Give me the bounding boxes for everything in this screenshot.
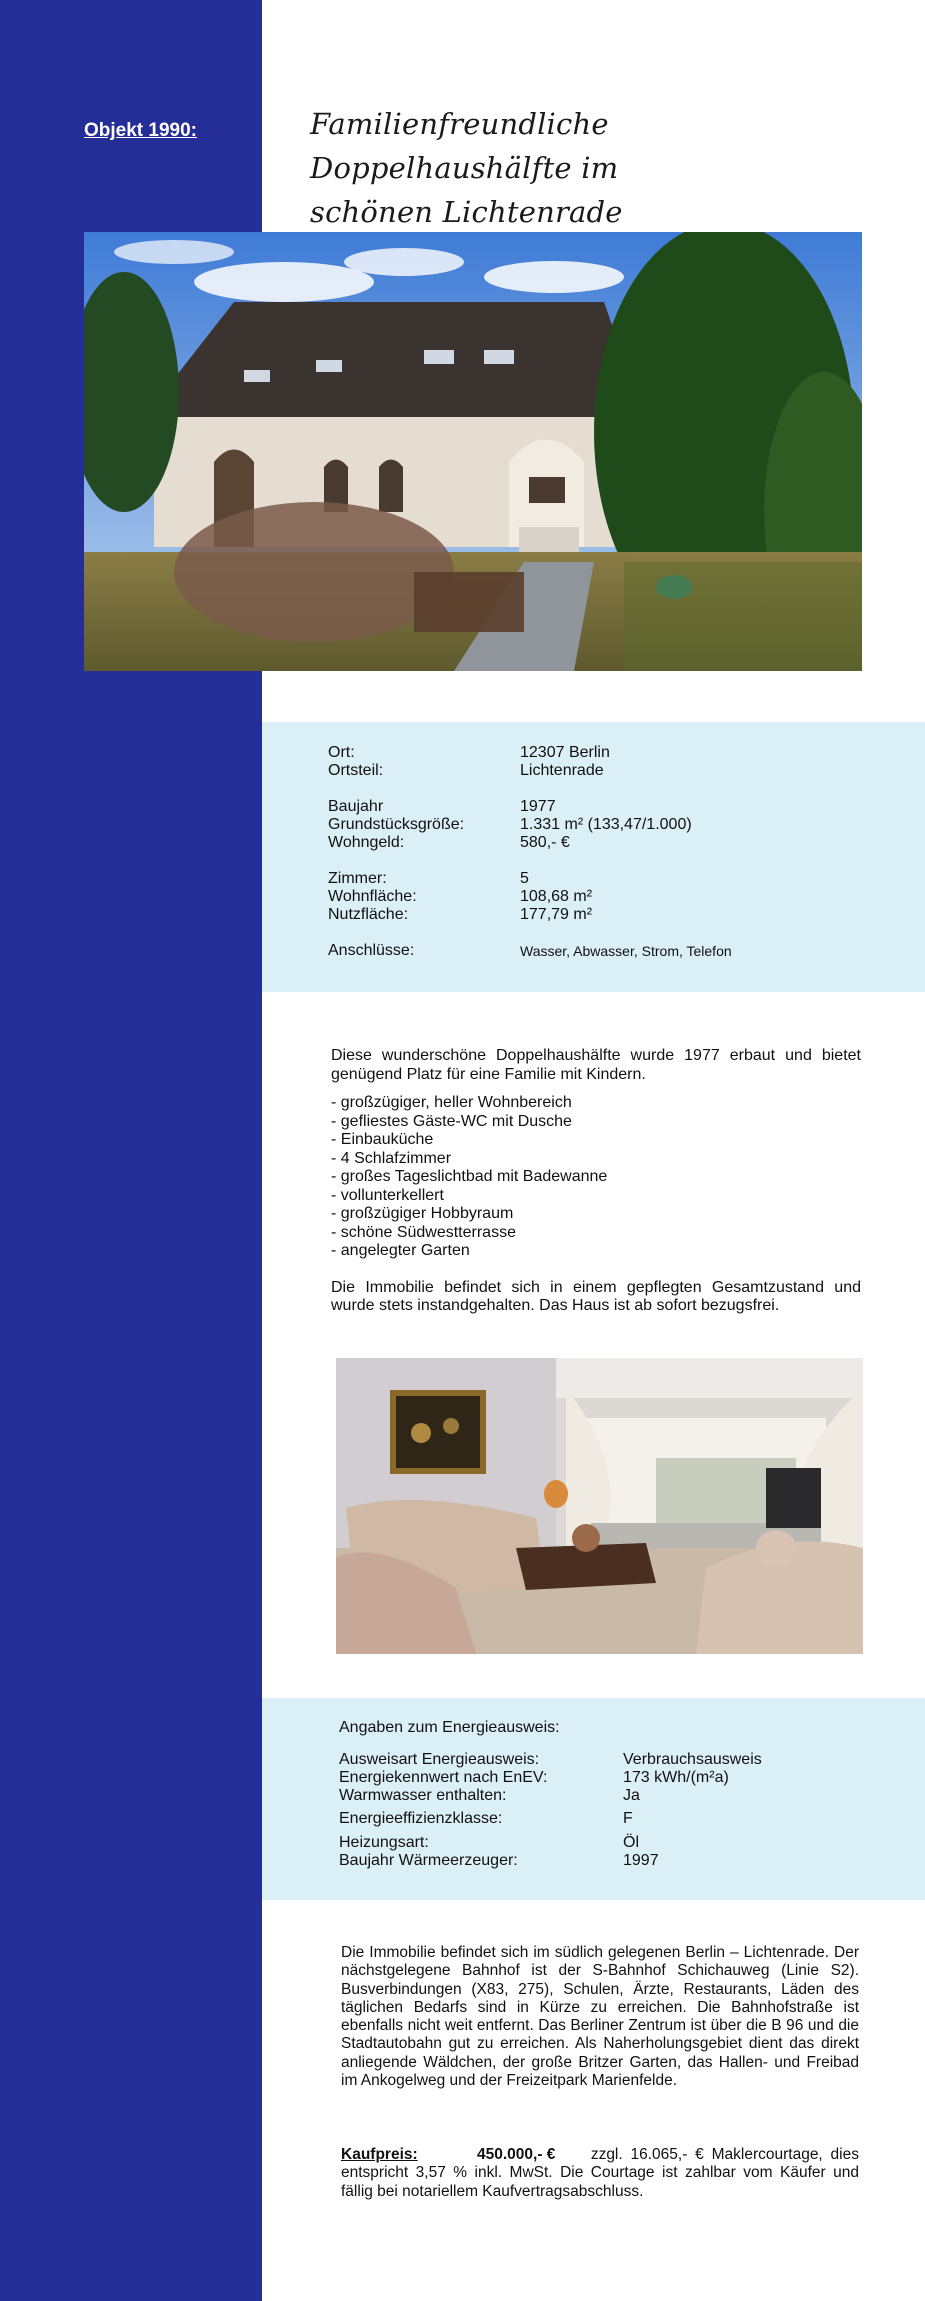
fact-value: 1.331 m² (133,47/1.000) [520,816,692,833]
feature-item: - großes Tageslichtbad mit Badewanne [331,1168,608,1185]
page-title [310,102,870,234]
fact-label: Zimmer: [328,870,387,887]
feature-item: - angelegter Garten [331,1242,470,1259]
energy-value: F [623,1810,633,1827]
energy-value: Öl [623,1834,639,1851]
fact-value: 12307 Berlin [520,744,610,761]
price-value: 450.000,- € [477,2146,556,2163]
fact-value: 580,- € [520,834,570,851]
energy-label: Ausweisart Energieausweis: [339,1751,540,1768]
fact-label: Grundstücksgröße: [328,816,465,833]
fact-value: Wasser, Abwasser, Strom, Telefon [520,943,732,959]
fact-value: 177,79 m² [520,906,593,923]
price-paragraph [341,2146,859,2201]
energy-row-klasse [339,1810,633,1828]
fact-label: Anschlüsse: [328,942,415,959]
description-intro: Diese wunderschöne Doppelhaushälfte wurde 1977 erbaut und bietet genügend Platz für eine Familie mit Kindern. [331,1047,861,1083]
feature-item: - schöne Südwestterrasse [331,1223,516,1241]
feature-item: - großzügiger Hobbyraum [331,1205,514,1222]
fact-label: Baujahr [328,798,384,815]
description-outro: Die Immobilie befindet sich in einem gepflegten Gesamtzustand und wurde stets instandgehalten. Das Haus ist ab sofort bezugsfrei. [331,1278,861,1314]
fact-label: Nutzfläche: [328,906,409,923]
page-title-line-2: schönen Lichtenrade [310,195,623,229]
energy-row-kennwert [339,1769,729,1787]
energy-label: Energiekennwert nach EnEV: [339,1769,548,1786]
fact-value: 1977 [520,798,556,815]
energy-row-heizung [339,1834,639,1852]
energy-label: Baujahr Wärmeerzeuger: [339,1852,518,1869]
property-description [331,1047,861,1316]
energy-label: Warmwasser enthalten: [339,1787,507,1804]
price-label: Kaufpreis: [341,2146,418,2163]
fact-label: Wohnfläche: [328,888,417,905]
fact-value: 108,68 m² [520,888,593,905]
price-terms: zzgl. 16.065,- € Maklercourtage, dies entspricht 3,57 % inkl. MwSt. Die Courtage ist zahlbar vom Käufer und fällig bei notariellem Kaufvertragsabschluss. [341,2146,859,2200]
page-title-line-1: Familienfreundliche Doppelhaushälfte im [310,107,619,185]
energy-value: 1997 [623,1852,659,1869]
energy-row-warmwasser [339,1787,640,1805]
fact-value: 5 [520,870,529,887]
feature-item: - großzügiger, heller Wohnbereich [331,1094,572,1111]
living-room-photo [336,1358,863,1654]
energy-label: Heizungsart: [339,1834,429,1851]
feature-item: - gefliestes Gäste-WC mit Dusche [331,1112,572,1130]
energy-heading: Angaben zum Energieausweis: [339,1719,560,1736]
fact-label: Wohngeld: [328,834,405,851]
feature-item: - Einbauküche [331,1131,434,1148]
energy-value: Ja [623,1787,640,1804]
location-description: Die Immobilie befindet sich im südlich gelegenen Berlin – Lichtenrade. Der nächstgelegene Bahnhof ist der S-Bahnhof Schichauweg (Linie S2). Busverbindungen (X83, 275), Schulen, Ärzte, Restaurants, Läden des täglichen Bedarfs sind in Kürze zu erreichen. Die Bahnhofstraße ist ebenfalls nicht weit entfernt. Das Berliner Zentrum ist über die B 96 und die Stadtautobahn gut zu erreichen. Als Naherholungsgebiet dient das direkt anliegende Wäldchen, der große Britzer Garten, das Hallen- und Freibad im Ankogelweg und der Freizeitpark Marienfelde. [341,1944,859,2090]
feature-item: - vollunterkellert [331,1186,444,1204]
energy-value: 173 kWh/(m²a) [623,1769,729,1786]
feature-item: - 4 Schlafzimmer [331,1149,452,1167]
fact-value: Lichtenrade [520,762,604,779]
energy-value: Verbrauchsausweis [623,1751,762,1768]
energy-label: Energieeffizienzklasse: [339,1810,503,1827]
energy-row-art [339,1751,762,1769]
object-number-label: Objekt 1990: [84,120,197,141]
energy-certificate [339,1719,762,1870]
house-exterior-photo [84,232,862,671]
fact-label: Ortsteil: [328,762,384,779]
feature-list [331,1094,861,1261]
energy-row-baujahr [339,1852,659,1870]
fact-label: Ort: [328,744,355,761]
